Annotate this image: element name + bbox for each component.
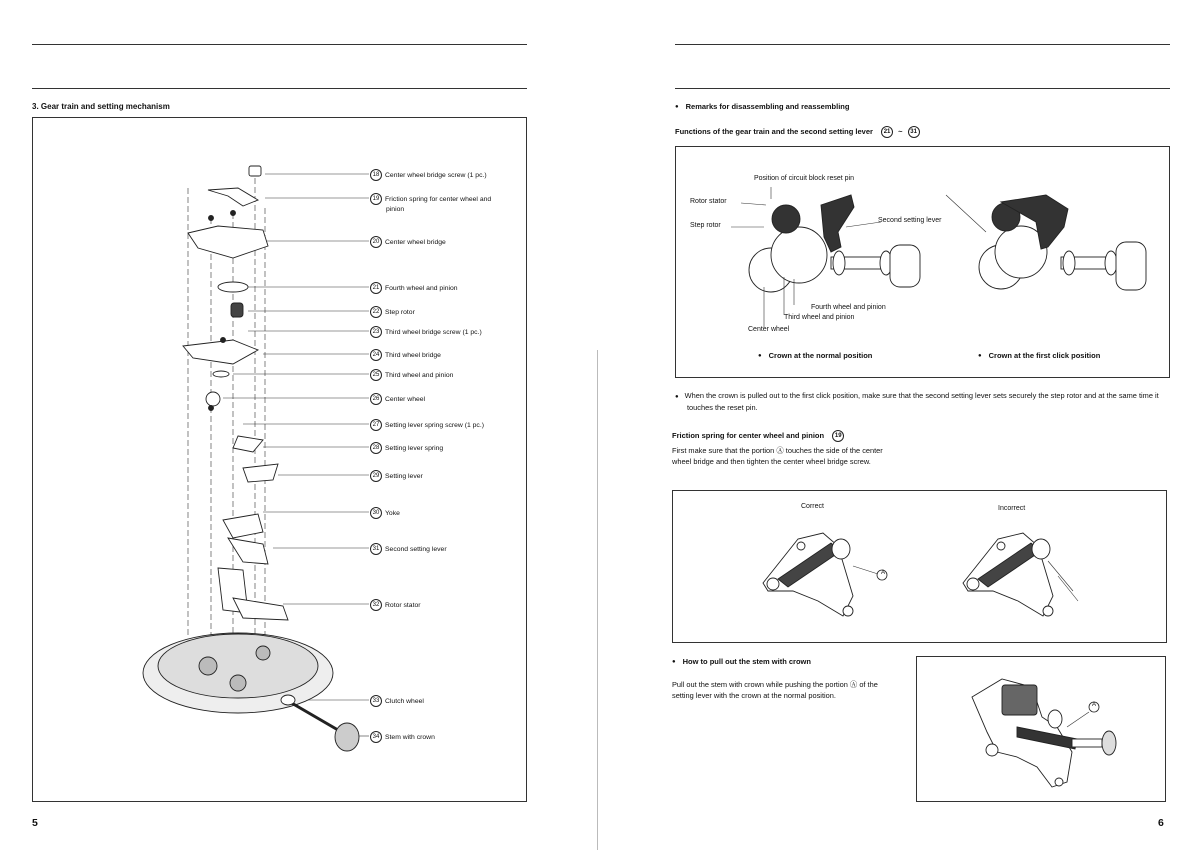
- part-label-24: 24 Third wheel bridge: [370, 349, 441, 361]
- part-label-25: 25 Third wheel and pinion: [370, 369, 453, 381]
- part-label-27: 27 Setting lever spring screw (1 pc.): [370, 419, 484, 431]
- part-label-29: 29 Setting lever: [370, 470, 423, 482]
- section-title: 3. Gear train and setting mechanism: [32, 102, 170, 111]
- friction-spring-drawing: [673, 491, 1168, 644]
- label-reset-pin: Position of circuit block reset pin: [754, 175, 854, 182]
- friction-spring-figure: [672, 490, 1167, 643]
- part-label-21: 21 Fourth wheel and pinion: [370, 282, 458, 294]
- stem-text: Pull out the stem with crown while pushing the portion Ⓐ of the setting lever with the crown at the normal position.: [672, 680, 878, 700]
- stem-crown-drawing: [917, 657, 1167, 803]
- page-number-right: 6: [1158, 817, 1164, 829]
- label-center-wheel: Center wheel: [748, 326, 790, 333]
- note-crown: ● When the crown is pulled out to the first click position, make sure that the second setting lever sets securely the step rotor and at the same time it touches the reset pin.: [675, 391, 1159, 412]
- part-label-30: 30 Yoke: [370, 507, 400, 519]
- gear-train-figure: [675, 146, 1170, 378]
- functions-title: Functions of the gear train and the second setting lever 21 ~ 31: [675, 126, 923, 138]
- caption-normal-position: ● Crown at the normal position: [758, 351, 872, 360]
- label-fourth-wheel: Fourth wheel and pinion: [811, 304, 886, 311]
- stem-crown-figure: [916, 656, 1166, 802]
- label-rotor-stator: Rotor stator: [690, 198, 727, 205]
- label-second-setting-lever: Second setting lever: [878, 217, 942, 224]
- label-correct: Correct: [801, 503, 824, 510]
- remarks-title: ● Remarks for disassembling and reassembling: [675, 102, 849, 111]
- page-gutter: [597, 350, 598, 850]
- caption-first-click-position: ● Crown at the first click position: [978, 351, 1100, 360]
- gear-train-drawing: [676, 147, 1171, 379]
- part-label-28: 28 Setting lever spring: [370, 442, 443, 454]
- part-label-18: 18 Center wheel bridge screw (1 pc.): [370, 169, 487, 181]
- part-label-33: 33 Clutch wheel: [370, 695, 424, 707]
- part-label-20: 20 Center wheel bridge: [370, 236, 446, 248]
- exploded-view-drawing: [33, 118, 528, 803]
- part-label-26: 26 Center wheel: [370, 393, 425, 405]
- stem-title: ● How to pull out the stem with crown: [672, 657, 811, 666]
- label-third-wheel: Third wheel and pinion: [784, 314, 855, 321]
- top-rule-right-1: [675, 44, 1170, 45]
- label-a-fig2: A: [880, 570, 885, 576]
- page-number-left: 5: [32, 817, 38, 829]
- part-label-31: 31 Second setting lever: [370, 543, 447, 555]
- friction-text: First make sure that the portion Ⓐ touches the side of the center wheel bridge and then tighten the center wheel bridge screw.: [672, 446, 883, 466]
- label-incorrect: Incorrect: [998, 505, 1026, 512]
- part-label-23: 23 Third wheel bridge screw (1 pc.): [370, 326, 482, 338]
- part-label-34: 34 Stem with crown: [370, 731, 435, 743]
- part-label-19: 19 Friction spring for center wheel and pinion: [370, 193, 491, 214]
- exploded-view-figure: [32, 117, 527, 802]
- friction-title: Friction spring for center wheel and pinion 19: [672, 430, 847, 442]
- label-step-rotor: Step rotor: [690, 222, 721, 229]
- label-a-fig3: A: [1091, 702, 1096, 708]
- part-label-32: 32 Rotor stator: [370, 599, 421, 611]
- part-label-22: 22 Step rotor: [370, 306, 415, 318]
- top-rule-right-2: [675, 88, 1170, 89]
- top-rule-left-2: [32, 88, 527, 89]
- top-rule-left-1: [32, 44, 527, 45]
